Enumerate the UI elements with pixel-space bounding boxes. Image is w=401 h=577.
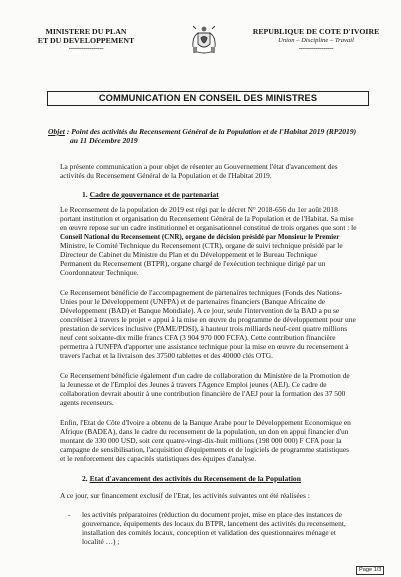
section1-para2-line: travers l'achat et la livraison des 37500 tablettes et des 40000 clés OTG. — [60, 351, 273, 360]
section1-para2-line: neuf cent soixante-dix mille francs CFA (3 904 970 000 FCFA). Cette contribution financière — [60, 333, 336, 342]
republic-header — [236, 27, 396, 52]
document-title: COMMUNICATION EN CONSEIL DES MINISTRES — [47, 91, 369, 106]
section1-para4-line: Afrique (BADEA), dans le cadre du recensement de la population, un don en appui financier d'un — [60, 427, 349, 436]
bullet-line: installation des comités locaux, conception et validation des questionnaires ménage et — [82, 528, 336, 537]
section1-heading — [82, 190, 219, 199]
section1-para2-line: prestation de services inclusive (PAME/PDSI), à hauteur trois milliards neuf-cent quatre millions — [60, 324, 348, 333]
section1-para1-line: Coordonnateur Technique. — [60, 268, 139, 277]
section1-para2-line: concrétiser à travers le projet « appui à la mise en œuvre du programme de développement pour une — [60, 315, 356, 324]
republic-name: REPUBLIQUE DE COTE D'IVOIRE — [252, 27, 380, 36]
section1-para3-line: Ce Recensement bénéficie également d'un cadre de collaboration du Ministère de la Promotion de — [60, 371, 350, 380]
republic-separator: ----------------- — [298, 44, 334, 52]
section1-para4-line: campagne de sensibilisation, l'acquisition d'équipements et de logiciels de programme statistiques — [60, 445, 349, 454]
objet-text-line2: au 11 Décembre 2019 — [70, 136, 138, 145]
section1-para4-line: montant de 330 000 USD, soit cent quatre-vingt-dix-huit millions (198 000 000) F CFA pour la — [60, 436, 342, 445]
section1-para1-line: Le Recensement de la population de 2019 est régi par le décret N° 2018-656 du 1er août 2018 — [60, 205, 338, 214]
section1-title: Cadre de gouvernance et de partenariat — [89, 190, 219, 199]
section1-para2-line: Ce Recensement bénéficie de l'accompagnement de partenaires techniques (Fonds des Nations- — [60, 288, 343, 297]
intro-line: La présente communication a pour objet de résenter au Gouvernement l'état d'avancement des — [60, 162, 338, 171]
objet-label: Objet — [48, 127, 65, 136]
section2-intro: A ce jour, sur financement exclusif de l'Etat, les activités suivantes ont été réalisées : — [60, 491, 310, 500]
section1-para3-line: collaboration devrait aboutir à une contribution financière de l'AEJ pour la formation des 37 500 — [60, 389, 346, 398]
section1-para1-line: portant institution et organisation du Recensement Général de la Population et de l'Habitat. Sa mise — [60, 214, 354, 223]
section1-para1-line: Ministre, le Comité Technique du Recensement (CTR), organe de suivi technique présidé par le — [60, 241, 343, 250]
ministry-name-line1: MINISTERE DU PLAN — [45, 27, 127, 36]
republic-motto: Union – Discipline – Travail — [278, 37, 354, 44]
bullet-line: les activités préparatoires (réduction du document projet, mise en place des instances de — [82, 510, 343, 519]
section1-number: 1. — [82, 190, 88, 199]
ministry-name-line2: ET DU DEVELOPPEMENT — [37, 36, 135, 45]
ministry-header — [16, 27, 156, 52]
section1-para2-line: Développement (BAD) et Banque Mondiale). A ce jour, seule l'intervention de la BAD a pu se — [60, 306, 340, 315]
objet-text-line1: : Point des activités du Recensement Général de la Population et de l'Habitat 2019 (RP2019) — [64, 127, 357, 136]
section1-para1-line: Conseil National du Recensement (CNR), organe de décision présidé par Monsieur le Premier — [60, 233, 340, 241]
section1-para2-line: permettra à l'UNFPA d'apporter une assistance technique pour la mise en œuvre du recensement à — [60, 342, 349, 351]
intro-line: activités du Recensement Général de la Population et de l'Habitat 2019. — [60, 171, 272, 180]
section1-para1-line: Permanent du Recensement (BTPR), organe chargé de l'exécution technique dirigé par un — [60, 259, 326, 268]
section2-number: 2. — [82, 474, 88, 483]
section2-title: Etat d'avancement des activités du Recensement de la Population — [89, 474, 301, 483]
section1-para4-line: Enfin, l'Etat de Côte d'Ivoire a obtenu de la Banque Arabe pour le Développement Economique en — [60, 418, 351, 427]
bullet-dash: - — [68, 510, 71, 519]
section1-para3-line: la Jeunesse et de l'Emploi des Jeunes à travers l'Agence Emploi jeunes (AEJ). Ce cadre de — [60, 380, 327, 389]
section1-para2-line: Unies pour le Développement (UNFPA) et de partenaires financiers (Banque Africaine de — [60, 297, 326, 306]
section1-para3-line: agents recenseurs. — [60, 398, 114, 407]
coat-of-arms-icon — [189, 24, 219, 56]
page-number: Page 1/3 — [356, 566, 384, 575]
ministry-separator: ----------------- — [68, 44, 104, 52]
bullet-line: gouvernance, équipements des locaux du BTPR, lancement des activités du recensement, — [82, 519, 346, 528]
section2-heading — [82, 474, 301, 483]
section1-para1-line: Directeur de Cabinet du Ministre du Plan et du Développement et le Bureau Technique — [60, 250, 317, 259]
section1-para4-line: et le renforcement des capacités statistiques des équipes d'analyse. — [60, 454, 257, 463]
section1-para1-line: en œuvre repose sur un cadre institutionnel et organisationnel constitué de trois organes que sont : le — [60, 223, 357, 232]
bullet-line: localité …) ; — [82, 537, 120, 546]
objet-subject — [48, 127, 388, 145]
